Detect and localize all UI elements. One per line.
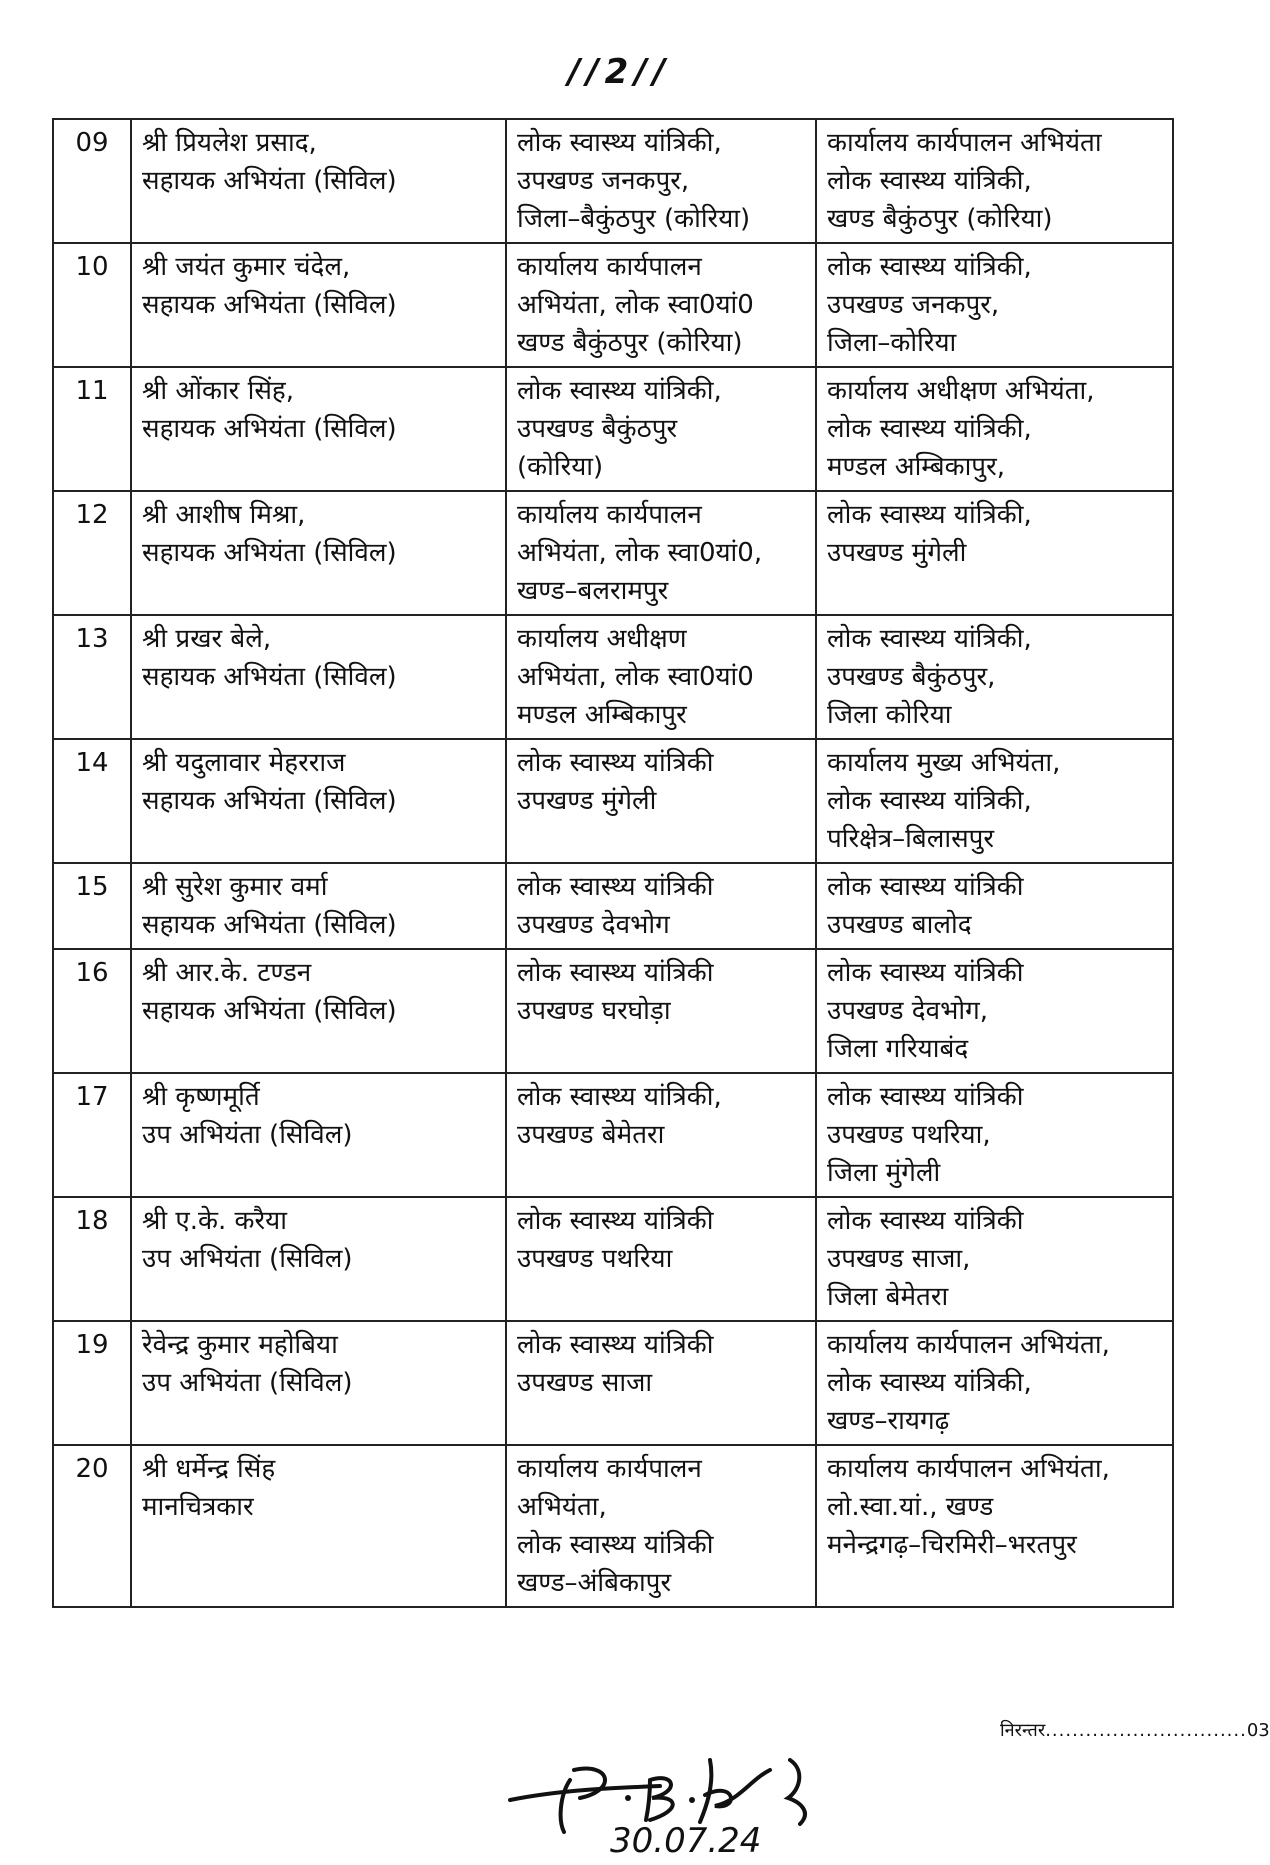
- new-posting-cell: [816, 491, 1173, 615]
- cell-line: खण्ड–अंबिकापुर: [517, 1568, 672, 1598]
- cell-line: खण्ड बैकुंठपुर (कोरिया): [517, 328, 743, 358]
- cell-line: कार्यालय मुख्य अभियंता,: [827, 748, 1061, 778]
- table-row: [53, 243, 1173, 367]
- current-posting-cell: [506, 243, 816, 367]
- cell-line: लोक स्वास्थ्य यांत्रिकी,: [827, 786, 1032, 816]
- cell-line: लोक स्वास्थ्य यांत्रिकी: [517, 1530, 714, 1560]
- serial-number-cell: 10: [53, 243, 131, 367]
- current-posting-cell: [506, 739, 816, 863]
- page-number: //2//: [567, 52, 672, 92]
- cell-line: श्री ओंकार सिंह,: [142, 376, 294, 406]
- officer-name-cell: [131, 367, 506, 491]
- new-posting-cell: [816, 119, 1173, 243]
- table-row: [53, 1445, 1173, 1607]
- officer-name-cell: [131, 1197, 506, 1321]
- table-row: [53, 491, 1173, 615]
- table-row: [53, 863, 1173, 949]
- table-row: [53, 1073, 1173, 1197]
- table-body: [53, 119, 1173, 1607]
- current-posting-cell: [506, 863, 816, 949]
- cell-line: लोक स्वास्थ्य यांत्रिकी,: [517, 376, 722, 406]
- cell-line: खण्ड–रायगढ़: [827, 1406, 950, 1436]
- table-row: [53, 615, 1173, 739]
- cell-line: मण्डल अम्बिकापुर: [517, 700, 687, 730]
- cell-line: अभियंता,: [517, 1492, 607, 1522]
- cell-line: कार्यालय अधीक्षण: [517, 624, 687, 654]
- cell-line: श्री यदुलावार मेहरराज: [142, 748, 346, 778]
- cell-line: खण्ड बैकुंठपुर (कोरिया): [827, 204, 1053, 234]
- cell-line: लोक स्वास्थ्य यांत्रिकी: [517, 1330, 714, 1360]
- cell-line: उपखण्ड साजा: [517, 1368, 653, 1398]
- cell-line: रेवेन्द्र कुमार महोबिया: [142, 1330, 338, 1360]
- serial-number-cell: 12: [53, 491, 131, 615]
- signature-date: 30.07.24: [610, 1821, 762, 1861]
- new-posting-cell: [816, 739, 1173, 863]
- current-posting-cell: [506, 949, 816, 1073]
- cell-line: श्री धर्मेन्द्र सिंह: [142, 1454, 276, 1484]
- cell-line: श्री सुरेश कुमार वर्मा: [142, 872, 328, 902]
- serial-number-cell: 19: [53, 1321, 131, 1445]
- serial-number-cell: 20: [53, 1445, 131, 1607]
- cell-line: जिला बेमेतरा: [827, 1282, 949, 1312]
- cell-line: लोक स्वास्थ्य यांत्रिकी: [827, 1082, 1024, 1112]
- officer-name-cell: [131, 243, 506, 367]
- current-posting-cell: [506, 1073, 816, 1197]
- cell-line: लोक स्वास्थ्य यांत्रिकी,: [827, 624, 1032, 654]
- new-posting-cell: [816, 615, 1173, 739]
- cell-line: कार्यालय कार्यपालन: [517, 500, 702, 530]
- cell-line: सहायक अभियंता (सिविल): [142, 538, 397, 568]
- serial-number-cell: 18: [53, 1197, 131, 1321]
- cell-line: सहायक अभियंता (सिविल): [142, 414, 397, 444]
- cell-line: सहायक अभियंता (सिविल): [142, 996, 397, 1026]
- officer-name-cell: [131, 739, 506, 863]
- cell-line: लोक स्वास्थ्य यांत्रिकी: [517, 872, 714, 902]
- cell-line: कार्यालय कार्यपालन: [517, 1454, 702, 1484]
- cell-line: जिला गरियाबंद: [827, 1034, 969, 1064]
- cell-line: लोक स्वास्थ्य यांत्रिकी: [827, 872, 1024, 902]
- table-row: [53, 739, 1173, 863]
- serial-number-cell: 17: [53, 1073, 131, 1197]
- serial-number-cell: 09: [53, 119, 131, 243]
- officer-name-cell: [131, 119, 506, 243]
- cell-line: कार्यालय अधीक्षण अभियंता,: [827, 376, 1095, 406]
- cell-line: सहायक अभियंता (सिविल): [142, 786, 397, 816]
- table-row: [53, 367, 1173, 491]
- cell-line: उपखण्ड बैकुंठपुर,: [827, 662, 996, 692]
- new-posting-cell: [816, 1073, 1173, 1197]
- officer-name-cell: [131, 863, 506, 949]
- table-row: [53, 1321, 1173, 1445]
- cell-line: लोक स्वास्थ्य यांत्रिकी,: [827, 1368, 1032, 1398]
- cell-line: लोक स्वास्थ्य यांत्रिकी: [517, 748, 714, 778]
- officer-name-cell: [131, 1445, 506, 1607]
- cell-line: उपखण्ड देवभोग: [517, 910, 670, 940]
- cell-line: श्री ए.के. करैया: [142, 1206, 287, 1236]
- officer-name-cell: [131, 1073, 506, 1197]
- cell-line: कार्यालय कार्यपालन: [517, 252, 702, 282]
- transfer-order-table: [52, 118, 1174, 1608]
- cell-line: श्री प्रियलेश प्रसाद,: [142, 128, 317, 158]
- officer-name-cell: [131, 949, 506, 1073]
- new-posting-cell: [816, 1321, 1173, 1445]
- cell-line: लोक स्वास्थ्य यांत्रिकी,: [827, 500, 1032, 530]
- cell-line: श्री कृष्णमूर्ति: [142, 1082, 260, 1112]
- cell-line: लोक स्वास्थ्य यांत्रिकी,: [827, 166, 1032, 196]
- cell-line: उपखण्ड बालोद: [827, 910, 972, 940]
- cell-line: जिला–कोरिया: [827, 328, 957, 358]
- cell-line: मानचित्रकार: [142, 1492, 254, 1522]
- new-posting-cell: [816, 367, 1173, 491]
- cell-line: जिला कोरिया: [827, 700, 952, 730]
- cell-line: परिक्षेत्र–बिलासपुर: [827, 824, 995, 854]
- cell-line: लोक स्वास्थ्य यांत्रिकी: [827, 1206, 1024, 1236]
- cell-line: उप अभियंता (सिविल): [142, 1244, 353, 1274]
- cell-line: खण्ड–बलरामपुर: [517, 576, 669, 606]
- cell-line: उपखण्ड पथरिया: [517, 1244, 673, 1274]
- new-posting-cell: [816, 243, 1173, 367]
- order-table-container: [52, 118, 1172, 1608]
- cell-line: कार्यालय कार्यपालन अभियंता: [827, 128, 1102, 158]
- cell-line: लो.स्वा.यां., खण्ड: [827, 1492, 994, 1522]
- continued-dots: ..............................: [1045, 1720, 1247, 1741]
- serial-number-cell: 13: [53, 615, 131, 739]
- cell-line: उप अभियंता (सिविल): [142, 1368, 353, 1398]
- serial-number-cell: 15: [53, 863, 131, 949]
- cell-line: मण्डल अम्बिकापुर,: [827, 452, 1005, 482]
- cell-line: श्री जयंत कुमार चंदेल,: [142, 252, 351, 282]
- cell-line: उपखण्ड साजा,: [827, 1244, 971, 1274]
- cell-line: श्री आर.के. टण्डन: [142, 958, 312, 988]
- cell-line: उपखण्ड जनकपुर,: [827, 290, 1000, 320]
- cell-line: मनेन्द्रगढ़–चिरमिरी–भरतपुर: [827, 1530, 1077, 1560]
- officer-name-cell: [131, 491, 506, 615]
- new-posting-cell: [816, 1445, 1173, 1607]
- officer-name-cell: [131, 1321, 506, 1445]
- table-row: [53, 1197, 1173, 1321]
- cell-line: जिला–बैकुंठपुर (कोरिया): [517, 204, 751, 234]
- continued-marker: [1000, 1718, 1270, 1742]
- continued-label: निरन्तर: [1000, 1720, 1046, 1741]
- handwritten-signature: [500, 1740, 920, 1860]
- cell-line: लोक स्वास्थ्य यांत्रिकी,: [517, 1082, 722, 1112]
- cell-line: अभियंता, लोक स्वा0यां0: [517, 662, 754, 692]
- current-posting-cell: [506, 491, 816, 615]
- cell-line: कार्यालय कार्यपालन अभियंता,: [827, 1454, 1110, 1484]
- cell-line: उपखण्ड देवभोग,: [827, 996, 988, 1026]
- serial-number-cell: 14: [53, 739, 131, 863]
- continued-page: 03: [1246, 1720, 1270, 1741]
- cell-line: जिला मुंगेली: [827, 1158, 941, 1188]
- current-posting-cell: [506, 1197, 816, 1321]
- cell-line: लोक स्वास्थ्य यांत्रिकी,: [827, 414, 1032, 444]
- cell-line: उपखण्ड बेमेतरा: [517, 1120, 665, 1150]
- cell-line: कार्यालय कार्यपालन अभियंता,: [827, 1330, 1110, 1360]
- cell-line: लोक स्वास्थ्य यांत्रिकी,: [517, 128, 722, 158]
- cell-line: सहायक अभियंता (सिविल): [142, 166, 397, 196]
- table-row: [53, 949, 1173, 1073]
- cell-line: लोक स्वास्थ्य यांत्रिकी,: [827, 252, 1032, 282]
- current-posting-cell: [506, 119, 816, 243]
- cell-line: लोक स्वास्थ्य यांत्रिकी: [517, 958, 714, 988]
- current-posting-cell: [506, 615, 816, 739]
- cell-line: उपखण्ड बैकुंठपुर: [517, 414, 678, 444]
- cell-line: श्री प्रखर बेले,: [142, 624, 272, 654]
- new-posting-cell: [816, 949, 1173, 1073]
- cell-line: उपखण्ड जनकपुर,: [517, 166, 690, 196]
- serial-number-cell: 11: [53, 367, 131, 491]
- new-posting-cell: [816, 1197, 1173, 1321]
- officer-name-cell: [131, 615, 506, 739]
- table-row: [53, 119, 1173, 243]
- current-posting-cell: [506, 367, 816, 491]
- cell-line: (कोरिया): [517, 452, 604, 482]
- new-posting-cell: [816, 863, 1173, 949]
- current-posting-cell: [506, 1321, 816, 1445]
- cell-line: उपखण्ड मुंगेली: [827, 538, 967, 568]
- cell-line: सहायक अभियंता (सिविल): [142, 910, 397, 940]
- current-posting-cell: [506, 1445, 816, 1607]
- cell-line: उपखण्ड मुंगेली: [517, 786, 657, 816]
- cell-line: उपखण्ड पथरिया,: [827, 1120, 991, 1150]
- cell-line: अभियंता, लोक स्वा0यां0,: [517, 538, 763, 568]
- cell-line: लोक स्वास्थ्य यांत्रिकी: [827, 958, 1024, 988]
- cell-line: लोक स्वास्थ्य यांत्रिकी: [517, 1206, 714, 1236]
- cell-line: सहायक अभियंता (सिविल): [142, 290, 397, 320]
- cell-line: उप अभियंता (सिविल): [142, 1120, 353, 1150]
- cell-line: अभियंता, लोक स्वा0यां0: [517, 290, 754, 320]
- cell-line: उपखण्ड घरघोड़ा: [517, 996, 671, 1026]
- cell-line: सहायक अभियंता (सिविल): [142, 662, 397, 692]
- serial-number-cell: 16: [53, 949, 131, 1073]
- cell-line: श्री आशीष मिश्रा,: [142, 500, 306, 530]
